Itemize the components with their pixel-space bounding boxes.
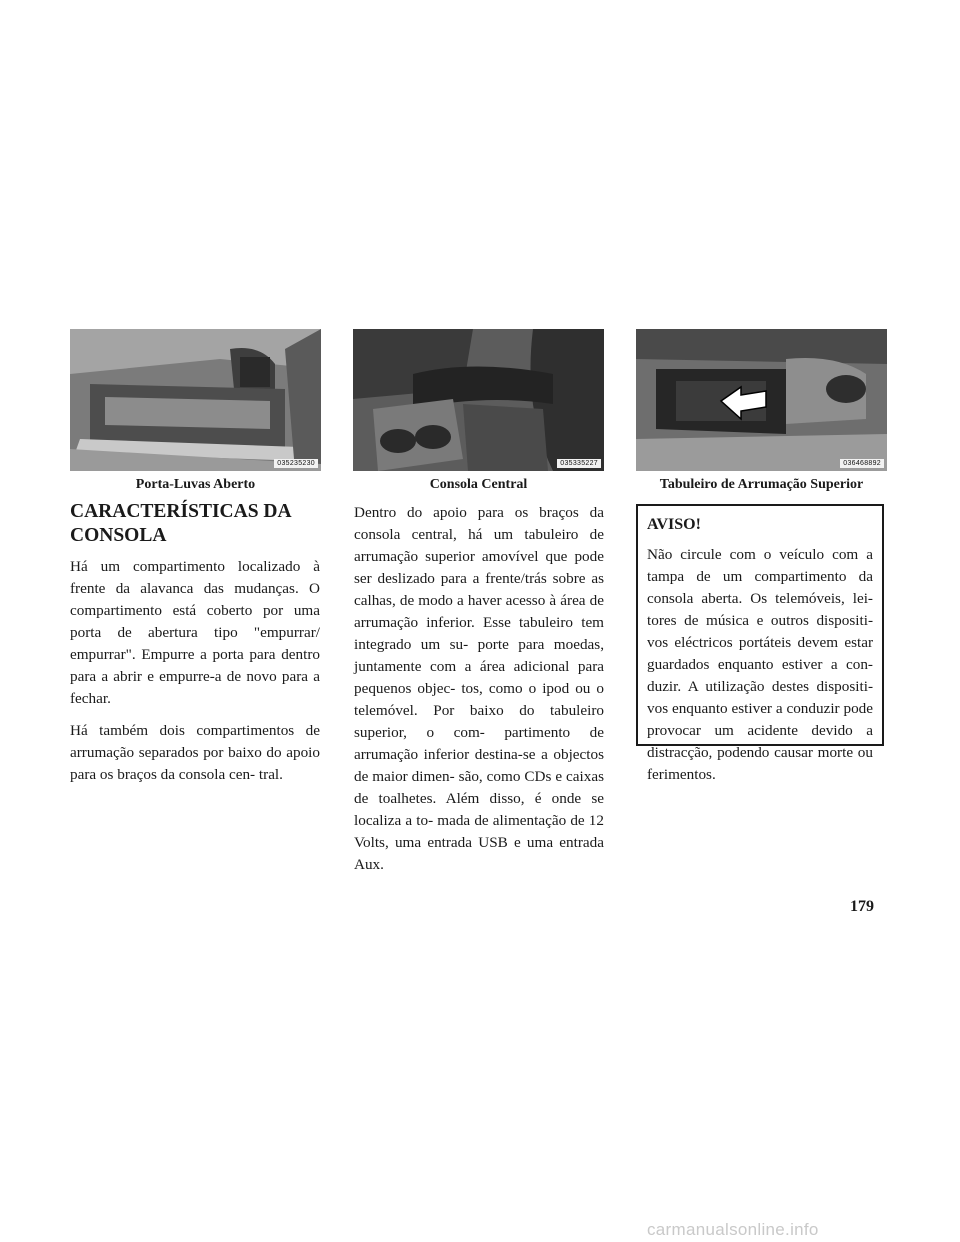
left-column [70, 556, 320, 796]
warning-text: Não circule com o veículo com a tampa de um compartimento da consola aberta. Os telemóveis, lei- tores de música e outros dispositi- vos eléctricos portáteis devem estar guardados enquanto estiver a con- duzir. A utilização destes dispositi- vos enquanto estiver a conduzir pode provocar um acidente devido a distracção, podendo causar morte ou ferimentos. [647, 546, 873, 783]
figure-caption: Consola Central [429, 477, 528, 492]
warning-title: AVISO! [647, 516, 701, 533]
watermark: carmanualsonline.info [647, 1220, 819, 1239]
page-number: 179 [850, 898, 874, 915]
paragraph: Há um compartimento localizado à frente da alavanca das mudanças. O compartimento está coberto por uma porta de abertura tipo "empurrar/ empurrar". Empurre a porta para dentro para a abrir e empurre-a de novo para a fechar. [70, 558, 320, 707]
section-heading: CARACTERÍSTICAS DA CONSOLA [70, 501, 291, 546]
paragraph: Dentro do apoio para os braços da consola central, há um tabuleiro de arrumação superior amovível que pode ser deslizado para a frente/trás sobre as calhas, de modo a haver acesso à área de arrumação inferior. Esse tabuleiro tem integrado um su- porte para moedas, juntamente com a área adicional para pequenos objec- tos, como o ipod ou o telemóvel. Por baixo do tabuleiro superior, o com- partimento de arrumação inferior destina-se a objectos de maior dimen- são, como CDs e caixas de toalhetes. Além disso, é onde se localiza a to- mada de alimentação de 12 Volts, uma entrada USB e uma entrada Aux. [354, 504, 604, 873]
warning-box [636, 504, 884, 783]
figure-caption: Tabuleiro de Arrumação Superior [659, 477, 864, 492]
photo-glove-box [70, 329, 321, 471]
middle-column [354, 502, 604, 886]
photo-upper-storage-tray [636, 329, 887, 471]
image-code: 035335227 [557, 459, 601, 468]
photo-center-console [353, 329, 604, 471]
figure-caption: Porta-Luvas Aberto [135, 477, 256, 492]
image-code: 036468892 [840, 459, 884, 468]
paragraph: Há também dois compartimentos de arrumação separados por baixo do apoio para os braços da consola cen- tral. [70, 722, 320, 783]
image-code: 035235230 [274, 459, 318, 468]
